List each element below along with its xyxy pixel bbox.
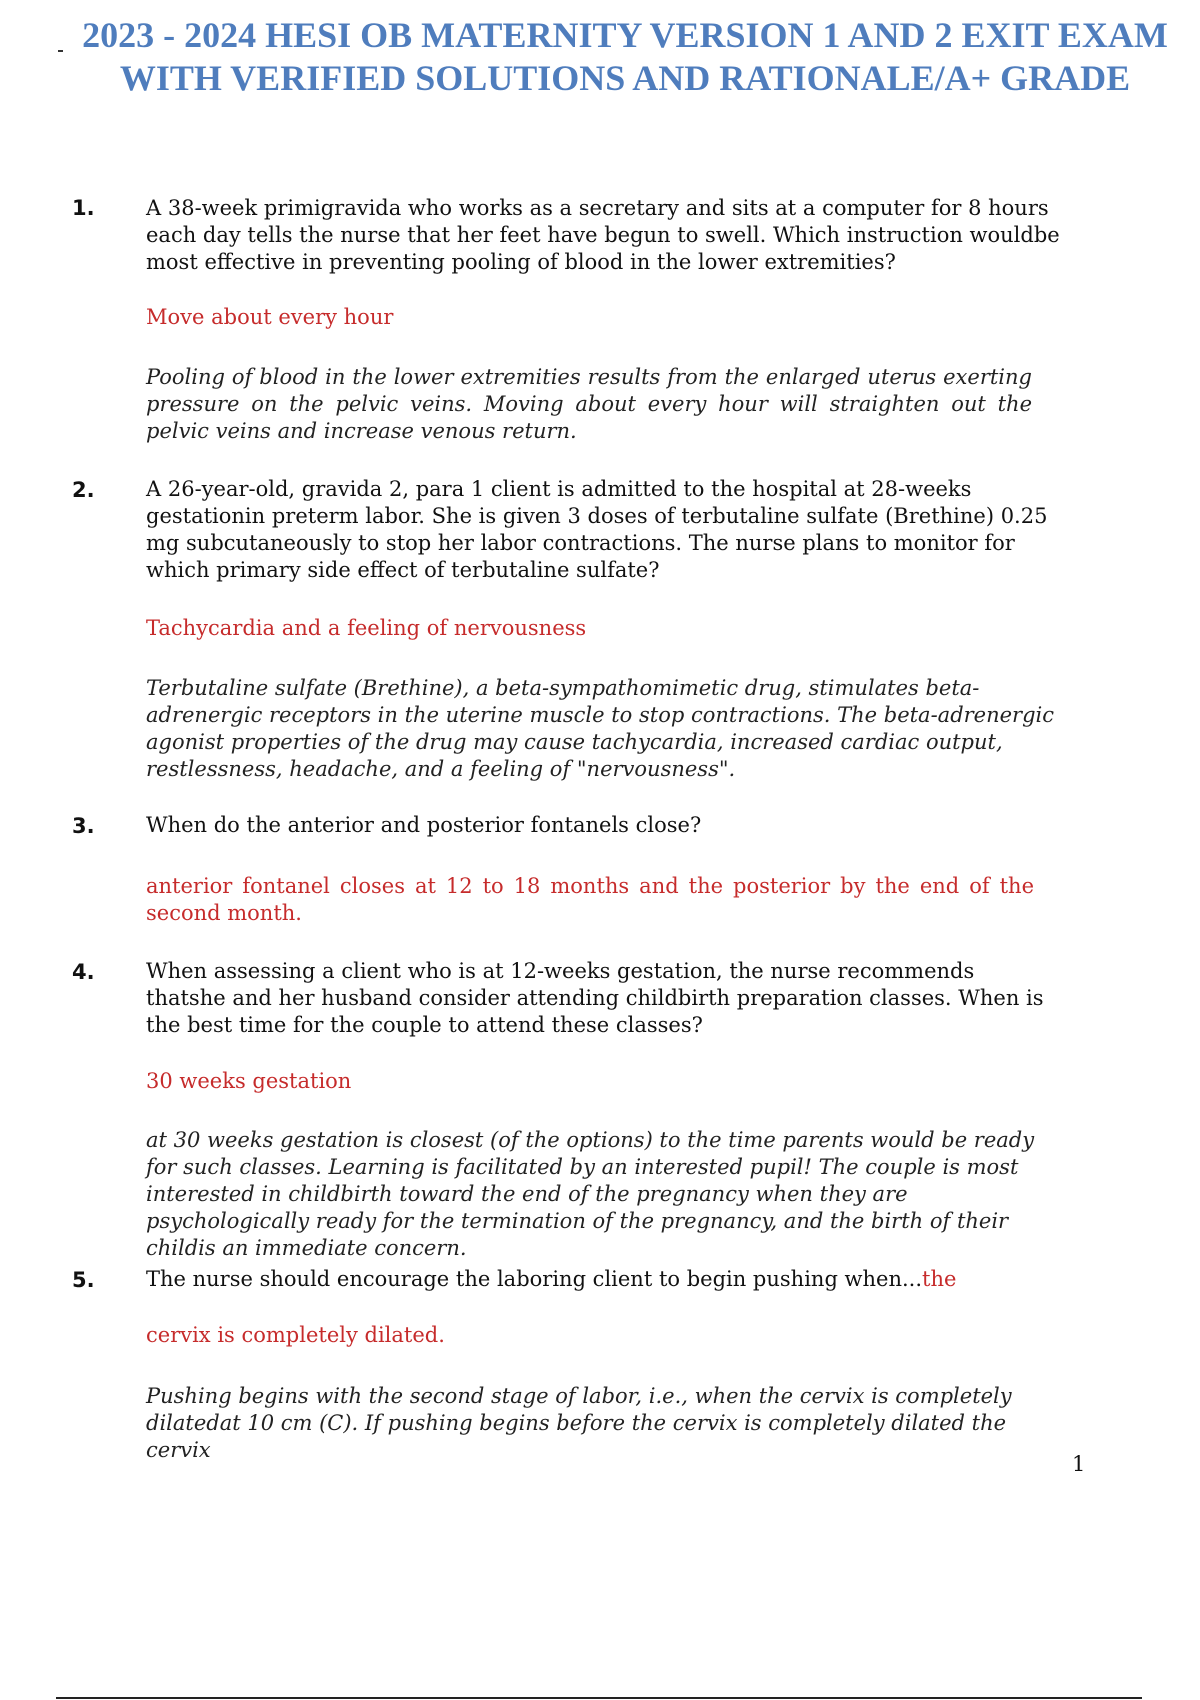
page-number: 1 [1072, 1452, 1086, 1476]
question-number: 3. [72, 814, 95, 838]
answer-text: cervix is completely dilated. [146, 1323, 445, 1347]
document-title [60, 14, 1190, 100]
answer-text: anterior fontanel closes at 12 to 18 months and the posterior by the end of the second month. [146, 874, 1034, 925]
title-line-1: 2023 - 2024 HESI OB MATERNITY VERSION 1 AND 2 EXIT EXAM [82, 15, 1168, 55]
rationale-text: at 30 weeks gestation is closest (of the options) to the time parents would be ready for such classes. Learning is facilitated by an interested pupil! The couple is most interested in childbirth toward the end of the pregnancy when they are psychologically ready for the termination of the pregnancy, and the birth of their childis an immediate concern. [146, 1128, 1035, 1260]
question-text: A 38-week primigravida who works as a secretary and sits at a computer for 8 hours each day tells the nurse that her feet have begun to swell. Which instruction wouldbe most effective in preventing pooling of blood in the lower extremities? [146, 196, 1060, 274]
question-text: A 26-year-old, gravida 2, para 1 client is admitted to the hospital at 28-weeks gestationin preterm labor. She is given 3 doses of terbutaline sulfate (Brethine) 0.25 mg subcutaneously to stop her labor contractions. The nurse plans to monitor for which primary side effect of terbutaline sulfate? [146, 477, 1048, 582]
footer-rule [56, 1697, 1142, 1699]
question-text-main: The nurse should encourage the laboring client to begin pushing when... [146, 1267, 923, 1291]
rationale-text: Pooling of blood in the lower extremities results from the enlarged uterus exerting pressure on the pelvic veins. Moving about every hour will straighten out the pelvic veins and increase venous return. [146, 365, 1032, 443]
margin-mark [58, 50, 63, 52]
question-text: When do the anterior and posterior fontanels close? [146, 813, 702, 837]
question-text [146, 1266, 1066, 1293]
question-number: 2. [72, 478, 95, 502]
answer-text: Tachycardia and a feeling of nervousness [146, 616, 587, 640]
title-line-2: WITH VERIFIED SOLUTIONS AND RATIONALE/A+ GRADE [119, 58, 1131, 98]
answer-text-inline: the [922, 1267, 957, 1291]
rationale-text: Terbutaline sulfate (Brethine), a beta-sympathomimetic drug, stimulates beta-adrenergic receptors in the uterine muscle to stop contractions. The beta-adrenergic agonist properties of the drug may cause tachycardia, increased cardiac output, restlessness, headache, and a feeling of "nervousness". [146, 676, 1055, 781]
answer-text: Move about every hour [146, 305, 394, 329]
rationale-text: Pushing begins with the second stage of labor, i.e., when the cervix is completely dilatedat 10 cm (C). If pushing begins before the cervix is completely dilated the cervix [146, 1384, 1012, 1462]
answer-text: 30 weeks gestation [146, 1069, 352, 1093]
question-number: 4. [72, 960, 95, 984]
question-number: 5. [72, 1268, 95, 1292]
question-number: 1. [72, 196, 95, 220]
question-text: When assessing a client who is at 12-weeks gestation, the nurse recommends thatshe and her husband consider attending childbirth preparation classes. When is the best time for the couple to attend these classes? [146, 959, 1044, 1037]
